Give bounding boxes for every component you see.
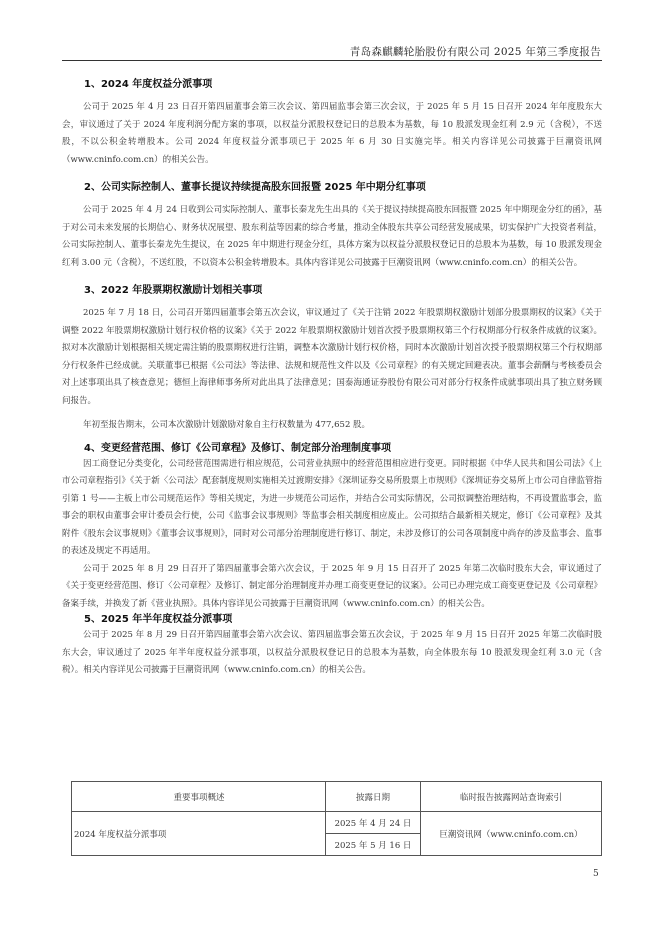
important-events-table xyxy=(71,781,602,856)
section-3-paragraph: 2025 年 7 月 18 日，公司召开第四届董事会第五次会议，审议通过了《关于注销 2022 年股票期权激励计划部分股票期权的议案》《关于调整 2022 年股票期权激励计划行权价格的议案》《关于 2022 年股票期权激励计划首次授予股票期权第三个行权期部分行权条件成就的议案》。拟对本次激励计划根据相关规定需注销的股票期权进行注销，调整本次激励计划行权价格，同时本次激励计划首次授予股票期权第三个行权期部分行权条件已经成就。关联董事已根据《公司法》等法律、法规和规范性文件以及《公司章程》的有关规定回避表决。董事会薪酬与考核委员会对上述事项出具了核查意见；德恒上海律师事务所对此出具了法律意见；国泰海通证券股份有限公司对部分行权条件成就事项出具了独立财务顾问报告。 xyxy=(62,308,602,406)
section-3-exercise-count: 年初至报告期末，公司本次激励计划激励对象自主行权数量为 477,652 股。 xyxy=(83,420,371,430)
section-5-paragraph: 公司于 2025 年 8 月 29 日召开第四届董事会第六次会议、第四届监事会第五次会议，于 2025 年 9 月 15 日召开 2025 年第二次临时股东大会，审议通过了 2025 年半年度权益分派事项，以权益分派股权登记日的总股本为基数，向全体股东每 10 股派发现金红利 3.0 元（含税）。相关内容详见公司披露于巨潮资讯网（www.cninfo.com.cn）的相关公告。 xyxy=(62,630,602,675)
section-4-paragraph: 因工商登记分类变化，公司经营范围需进行相应规范，公司营业执照中的经营范围相应进行变更。同时根据《中华人民共和国公司法》《上市公司章程指引》《关于新〈公司法〉配套制度规则实施相关过渡期安排》《深圳证券交易所股票上市规则》《深圳证券交易所上市公司自律监管指引第 1 号——主板上市公司规范运作》等相关规定，为进一步规范公司运作，并结合公司实际情况，公司拟调整治理结构，不再设置监事会，监事会的职权由董事会审计委员会行使，公司《监事会议事规则》等监事会相关制度相应废止。公司拟结合最新相关规定，修订《公司章程》及其附件《股东会议事规则》《董事会议事规则》，同时对公司部分治理制度进行修订、制定，未涉及修订的公司各项制度中尚存的涉及监事会、监事的表述及规定不再适用。 xyxy=(62,458,602,556)
row-summary: 2024 年度权益分派事项 xyxy=(72,812,326,856)
section-4-paragraph-2: 公司于 2025 年 8 月 29 日召开了第四届董事会第六次会议，于 2025 年 9 月 15 日召开了 2025 年第二次临时股东大会，审议通过了《关于变更经营范围、修订〈公司章程〉及修订、制定部分治理制度并办理工商变更登记的议案》。公司已办理完成工商变更登记及《公司章程》备案手续，并换发了新《营业执照》。具体内容详见公司披露于巨潮资讯网（www.cninfo.com.cn）的相关公告。 xyxy=(62,563,602,609)
header-summary: 重要事项概述 xyxy=(72,782,326,812)
row-date-2: 2025 年 5 月 16 日 xyxy=(326,834,421,856)
page-number: 5 xyxy=(593,869,599,879)
row-date-1: 2025 年 4 月 24 日 xyxy=(326,812,421,834)
section-2-paragraph: 公司于 2025 年 4 月 24 日收到公司实际控制人、董事长秦龙先生出具的《关于提议持续提高股东回报暨 2025 年中期现金分红的函》，基于对公司未来发展的长期信心、财务状况展望、股东利益等因素的综合考量，推动全体股东共享公司经营发展成果，切实保护广大投资者利益，公司实际控制人、董事长秦龙先生提议，在 2025 年中期进行现金分红，具体方案为以权益分派股权登记日的总股本为基数，每 10 股派发现金红利 3.00 元（含税），不送红股，不以资本公积金转增股本。具体内容详见公司披露于巨潮资讯网（www.cninfo.com.cn）的相关公告。 xyxy=(62,205,602,268)
section-4-heading: 4、变更经营范围、修订《公司章程》及修订、制定部分治理制度事项 xyxy=(84,442,391,454)
section-1-heading: 1、2024 年度权益分派事项 xyxy=(84,79,213,90)
section-1-paragraph: 公司于 2025 年 4 月 23 日召开第四届董事会第三次会议、第四届监事会第三次会议，于 2025 年 5 月 15 日召开 2024 年年度股东大会，审议通过了关于 2024 年度利润分配方案的事项，以权益分派股权登记日的总股本为基数，每 10 股派发现金红利 2.9 元（含税），不送股，不以公积金转增股本。公司 2024 年度权益分派事项已于 2025 年 6 月 30 日实施完毕。相关内容详见公司披露于巨潮资讯网（www.cninfo.com.cn）的相关公告。 xyxy=(62,102,602,165)
section-2-heading: 2、公司实际控制人、董事长提议持续提高股东回报暨 2025 年中期分红事项 xyxy=(84,182,426,193)
row-index-link[interactable]: 巨潮资讯网（www.cninfo.com.cn） xyxy=(421,812,602,856)
header-query-index: 临时报告披露网站查询索引 xyxy=(421,782,602,812)
header-divider xyxy=(62,60,602,61)
section-5-heading: 5、2025 年半年度权益分派事项 xyxy=(84,614,233,625)
page-header-title: 青岛森麒麟轮胎股份有限公司 2025 年第三季度报告 xyxy=(349,46,601,58)
table-header-row xyxy=(72,782,602,812)
section-3-heading: 3、2022 年股票期权激励计划相关事项 xyxy=(84,285,263,296)
table-row xyxy=(72,812,602,834)
header-disclosure-date: 披露日期 xyxy=(326,782,421,812)
report-body xyxy=(62,78,602,680)
